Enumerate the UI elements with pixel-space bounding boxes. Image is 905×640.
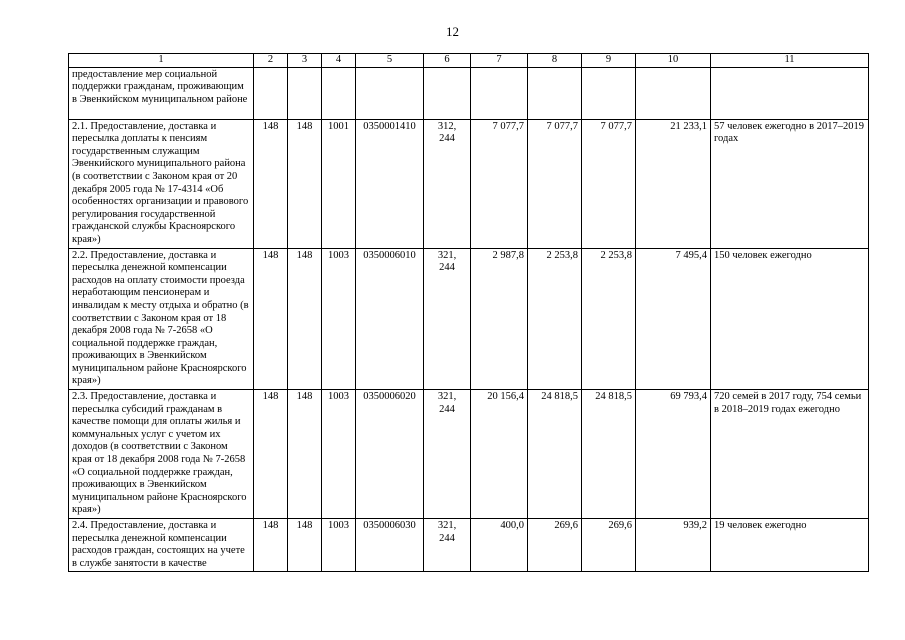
total-amount-cell: 939,2 xyxy=(636,519,711,572)
admin-code-cell: 148 xyxy=(254,519,288,572)
empty-cell xyxy=(424,67,471,119)
table-row xyxy=(69,119,869,248)
amount-cell: 7 077,7 xyxy=(528,119,582,248)
table-row-continuation xyxy=(69,67,869,119)
target-article-cell: 0350006020 xyxy=(356,390,424,519)
expected-result-cell: 57 человек ежегодно в 2017–2019 годах xyxy=(711,119,869,248)
empty-cell xyxy=(636,67,711,119)
total-amount-cell: 21 233,1 xyxy=(636,119,711,248)
amount-cell: 2 253,8 xyxy=(582,248,636,390)
expense-type-code: 244 xyxy=(439,403,455,415)
admin-code-cell: 148 xyxy=(288,119,322,248)
col-header-7: 7 xyxy=(471,54,528,68)
target-article-cell: 0350006030 xyxy=(356,519,424,572)
section-code-cell: 1003 xyxy=(322,390,356,519)
amount-cell: 400,0 xyxy=(471,519,528,572)
measure-description: 2.2. Предоставление, доставка и пересылка денежной компенсации расходов на оплату стоимости проезда неработающим пенсионерам и инвалидам к месту отдыха и обратно (в соответствии с Законом края от 18 декабря 2008 года № 7-2658 «О социальной поддержке граждан, проживающих в Эвенкийском муниципальном районе Красноярского края») xyxy=(69,248,254,390)
expense-type-code: 321, xyxy=(437,520,457,531)
amount-cell: 7 077,7 xyxy=(582,119,636,248)
empty-cell xyxy=(528,67,582,119)
col-header-8: 8 xyxy=(528,54,582,68)
expected-result-cell: 150 человек ежегодно xyxy=(711,248,869,390)
total-amount-cell: 69 793,4 xyxy=(636,390,711,519)
admin-code-cell: 148 xyxy=(254,390,288,519)
col-header-4: 4 xyxy=(322,54,356,68)
expense-type-code: 244 xyxy=(439,262,455,274)
amount-cell: 20 156,4 xyxy=(471,390,528,519)
empty-cell xyxy=(322,67,356,119)
section-code-cell: 1003 xyxy=(322,248,356,390)
program-measures-table xyxy=(68,53,869,572)
expense-type-code: 312, xyxy=(437,120,457,132)
page-number: 12 xyxy=(446,24,459,39)
column-number-header xyxy=(69,54,869,68)
table-row xyxy=(69,248,869,390)
measure-description: 2.1. Предоставление, доставка и пересылка доплаты к пенсиям государственным служащим Эвенкийского муниципального района (в соответствии с Законом края от 20 декабря 2005 года № 17-4314 «Об особенностях организации и правового регулирования государственной гражданской службы Красноярского края») xyxy=(69,119,254,248)
total-amount-cell: 7 495,4 xyxy=(636,248,711,390)
empty-cell xyxy=(288,67,322,119)
expense-type-code: 244 xyxy=(439,532,455,544)
admin-code-cell: 148 xyxy=(254,248,288,390)
expense-type-cell xyxy=(424,248,471,390)
col-header-1: 1 xyxy=(69,54,254,68)
section-code-cell: 1003 xyxy=(322,519,356,572)
empty-cell xyxy=(711,67,869,119)
col-header-6: 6 xyxy=(424,54,471,68)
section-code-cell: 1001 xyxy=(322,119,356,248)
measure-description: 2.4. Предоставление, доставка и пересылка денежной компенсации расходов граждан, состоящих на учете в службе занятости в качестве xyxy=(69,519,254,572)
amount-cell: 269,6 xyxy=(528,519,582,572)
expected-result-cell: 19 человек ежегодно xyxy=(711,519,869,572)
target-article-cell: 0350001410 xyxy=(356,119,424,248)
amount-cell: 269,6 xyxy=(582,519,636,572)
admin-code-cell: 148 xyxy=(288,519,322,572)
amount-cell: 2 253,8 xyxy=(528,248,582,390)
col-header-10: 10 xyxy=(636,54,711,68)
col-header-3: 3 xyxy=(288,54,322,68)
empty-cell xyxy=(582,67,636,119)
expected-result-cell: 720 семей в 2017 году, 754 семьи в 2018–2019 годах ежегодно xyxy=(711,390,869,519)
measure-description: предоставление мер социальной поддержки гражданам, проживающим в Эвенкийском муниципальном районе xyxy=(69,67,254,119)
col-header-2: 2 xyxy=(254,54,288,68)
amount-cell: 7 077,7 xyxy=(471,119,528,248)
table-row xyxy=(69,390,869,519)
amount-cell: 24 818,5 xyxy=(528,390,582,519)
expense-type-code: 321, xyxy=(437,249,457,261)
col-header-9: 9 xyxy=(582,54,636,68)
expense-type-cell xyxy=(424,519,471,572)
col-header-5: 5 xyxy=(356,54,424,68)
empty-cell xyxy=(254,67,288,119)
target-article-cell: 0350006010 xyxy=(356,248,424,390)
expense-type-code: 321, xyxy=(437,391,457,403)
admin-code-cell: 148 xyxy=(288,390,322,519)
amount-cell: 2 987,8 xyxy=(471,248,528,390)
measure-description: 2.3. Предоставление, доставка и пересылка субсидий гражданам в качестве помощи для оплаты жилья и коммунальных услуг с учетом их доходов (в соответствии с Законом края от 18 декабря 2008 года № 7-2658 «О социальной поддержке граждан, проживающих в Эвенкийском муниципальном районе Красноярского края») xyxy=(69,390,254,519)
expense-type-cell xyxy=(424,390,471,519)
empty-cell xyxy=(471,67,528,119)
expense-type-cell xyxy=(424,119,471,248)
empty-cell xyxy=(356,67,424,119)
col-header-11: 11 xyxy=(711,54,869,68)
table-row xyxy=(69,519,869,572)
admin-code-cell: 148 xyxy=(254,119,288,248)
admin-code-cell: 148 xyxy=(288,248,322,390)
expense-type-code: 244 xyxy=(439,133,455,145)
amount-cell: 24 818,5 xyxy=(582,390,636,519)
